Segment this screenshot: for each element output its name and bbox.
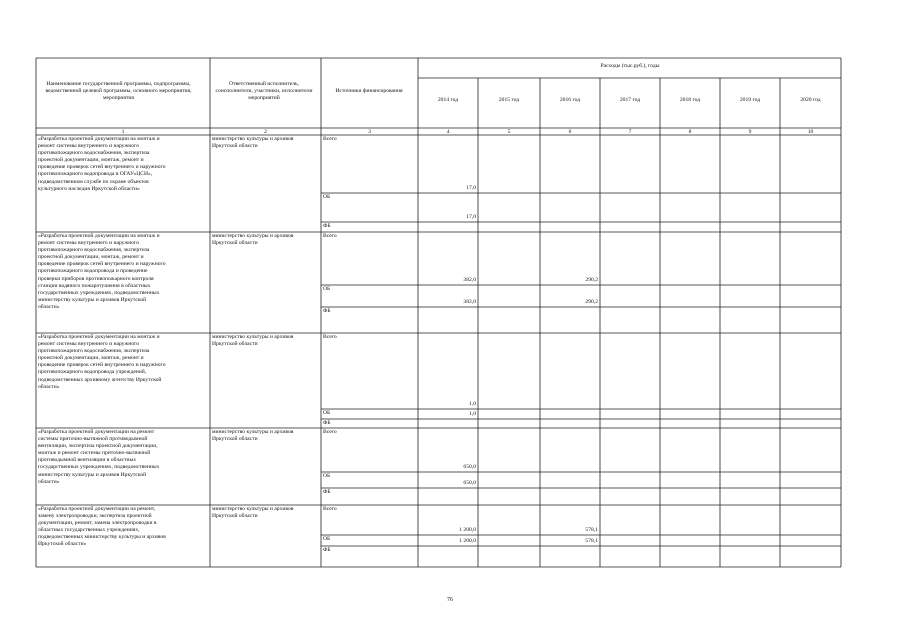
cell-value: 578,1	[585, 538, 598, 544]
expenses-header: Расходы (тыс.руб.), годы	[600, 63, 660, 69]
column-number: 1	[121, 128, 125, 135]
source-label: ФБ	[323, 307, 331, 314]
cell-value: 650,0	[463, 480, 476, 486]
year-header: 2017 год	[619, 97, 641, 103]
year-header: 2014 год	[437, 97, 459, 103]
cell-value: 650,0	[463, 464, 476, 470]
column-number: 8	[688, 128, 692, 135]
source-label: ОБ	[323, 193, 331, 200]
column-number: 5	[507, 128, 511, 135]
row-name: «Разработка проектной документации на ремонт, замену электропроводки, экспертиза проектной документации, ремонт, замена электропроводки в областных государственных учреждениях, подведомственных министерству культуры и архивов Иркутской области»	[38, 506, 166, 548]
source-label: ОБ	[323, 535, 331, 542]
cell-value: 1 200,0	[459, 538, 476, 544]
source-label: ОБ	[323, 409, 331, 416]
row-executor: министерство культуры и архивов Иркутской области	[212, 334, 294, 348]
cell-value: 17,0	[466, 214, 476, 220]
row-name: «Разработка проектной документации на ремонт системы приточно-вытяжной противодымной вентиляции, экспертиза проектной документации, монтаж и ремонт системы приточно-вытяжной противодымной вентиляции в областных государственных учреждениях, подведомственных министерству культуры и архивов Иркутской области»	[38, 429, 160, 485]
sources-column-header: Источники финансирования	[335, 88, 403, 94]
year-header: 2020 год	[800, 97, 821, 103]
row-executor: министерство культуры и архивов Иркутской области	[212, 136, 294, 150]
source-label: Всего	[323, 232, 337, 239]
year-header: 2019 год	[739, 97, 761, 103]
row-executor: министерство культуры и архивов Иркутской области	[212, 233, 294, 247]
column-number: 7	[628, 128, 632, 135]
row-name: «Разработка проектной документации на монтаж и ремонт системы внутреннего и наружного противопожарного водоснабжения, экспертиза проектной документации, монтаж, ремонт и проведение проверок сетей внутреннего и наружного противопожарного водопровода учреждений, подведомственных архивному агентству Иркутской области»	[38, 334, 166, 390]
cell-value: 1,0	[469, 411, 476, 417]
column-number: 4	[446, 128, 450, 135]
cell-value: 1 200,0	[459, 527, 476, 533]
column-number: 9	[748, 128, 752, 135]
cell-value: 578,1	[585, 527, 598, 533]
source-label: ОБ	[323, 472, 331, 479]
row-executor: министерство культуры и архивов Иркутской области	[212, 429, 294, 443]
column-number: 6	[568, 128, 572, 135]
program-column-header: Наименование государственной программы, подпрограммы, ведомственной целевой программы, основного мероприятия, мероприятия	[45, 81, 192, 102]
column-number: 10	[807, 128, 814, 135]
executor-column-header: Ответственный исполнитель, соисполнители, участники, исполнители мероприятий	[215, 81, 313, 102]
cell-value: 290,2	[585, 299, 598, 305]
cell-value: 382,0	[463, 299, 476, 305]
cell-value: 1,0	[469, 401, 476, 407]
row-executor: министерство культуры и архивов Иркутской области	[212, 506, 294, 520]
cell-value: 290,2	[585, 277, 598, 283]
row-name: «Разработка проектной документации на монтаж и ремонт системы внутреннего и наружного противопожарного водоснабжения, экспертиза проектной документации, монтаж, ремонт и проведение проверок сетей внутреннего и наружного противопожарного водопровода и проведение проверки приборов противопожарного контроля станции водяного пожаротушения в областных государственных учреждениях, подведомственных министерству культуры и архивов Иркутской области»	[38, 233, 166, 310]
source-label: Всего	[323, 135, 337, 142]
source-label: ФБ	[323, 419, 331, 426]
year-header: 2016 год	[559, 97, 581, 103]
source-label: ФБ	[323, 546, 331, 553]
year-header: 2015 год	[498, 97, 520, 103]
source-label: Всего	[323, 333, 337, 340]
source-label: Всего	[323, 505, 337, 512]
source-label: ФБ	[323, 222, 331, 229]
source-label: ФБ	[323, 488, 331, 495]
row-name: «Разработка проектной документации на монтаж и ремонт системы внутреннего и наружного противопожарного водоснабжения, экспертиза проектной документации, монтаж, ремонт и проведение проверок сетей внутреннего и наружного противопожарного водопровода в ОГАУ«ЦСИ», подведомственном службе по охране объектов культурного наследия Иркутской области»	[38, 136, 166, 192]
column-number: 3	[368, 128, 371, 135]
cell-value: 382,0	[463, 277, 476, 283]
source-label: Всего	[323, 428, 337, 435]
year-header: 2018 год	[679, 97, 701, 103]
column-number: 2	[264, 128, 267, 135]
cell-value: 17,0	[466, 185, 476, 191]
source-label: ОБ	[323, 285, 331, 292]
page-number: 76	[447, 597, 453, 603]
